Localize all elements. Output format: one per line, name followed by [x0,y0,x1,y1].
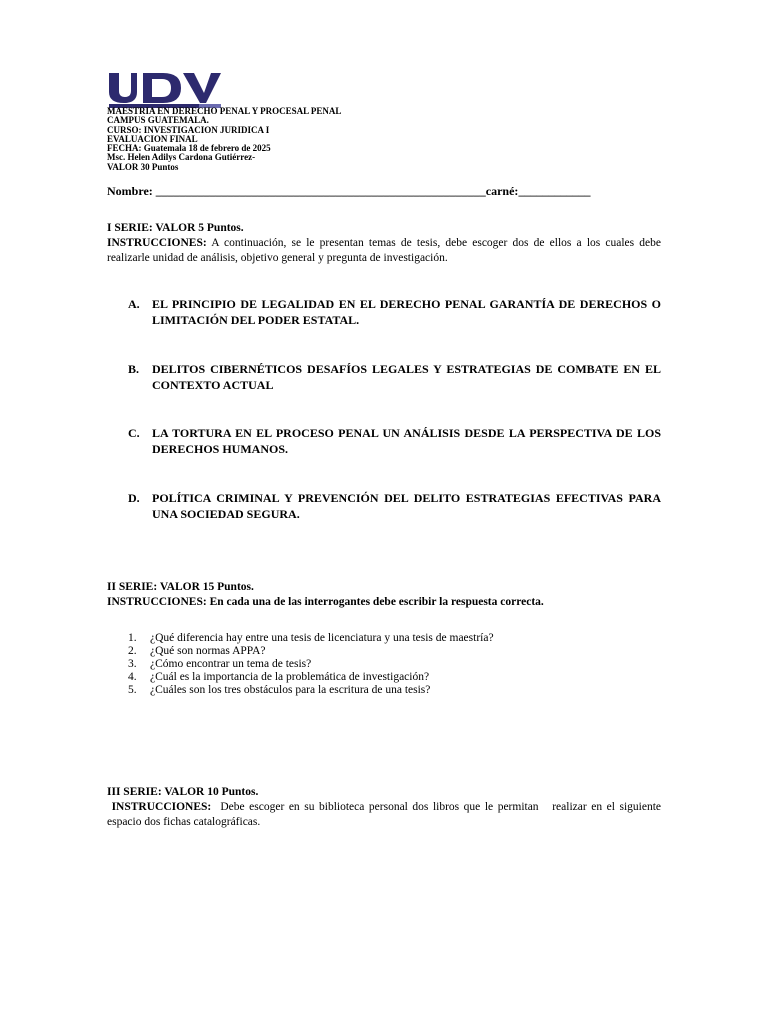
serie3-instr-label-text: INSTRUCCIONES: [111,801,212,813]
topic-text: EL PRINCIPIO DE LEGALIDAD EN EL DERECHO PENAL GARANTÍA DE DERECHOS O LIMITACIÓN DEL PODER ESTATAL. [152,297,661,327]
student-info-line [107,184,590,199]
question-text: ¿Cómo encontrar un tema de tesis? [150,658,312,670]
question-text: ¿Cuáles son los tres obstáculos para la escritura de una tesis? [150,684,431,696]
question-item [128,684,494,697]
question-number: 3. [128,658,137,670]
question-item [128,658,494,671]
question-item [128,632,494,645]
carne-label: carné: [485,184,519,198]
header-line: MAESTRIA EN DERECHO PENAL Y PROCESAL PENAL [107,106,342,116]
serie2-instr-label: INSTRUCCIONES: [107,596,207,608]
question-text: ¿Qué son normas APPA? [150,645,266,657]
question-number: 4. [128,671,137,683]
question-item [128,645,494,658]
name-blank: _______________________________________________________ [155,184,486,198]
topic-letter: C. [128,426,140,440]
question-text: ¿Cuál es la importancia de la problemática de investigación? [150,671,430,683]
header-line: EVALUACION FINAL [107,133,198,144]
header-line: CURSO: INVESTIGACION JURIDICA I [107,124,270,135]
serie3-instructions [107,800,664,830]
topic-letter: A. [128,297,140,311]
serie2-section [107,580,661,610]
topic-item [128,426,661,457]
question-number: 1. [128,632,137,644]
question-text: ¿Qué diferencia hay entre una tesis de licenciatura y una tesis de maestría? [150,632,494,644]
carne-blank: ____________ [518,184,591,198]
serie2-instr-text: En cada una de las interrogantes debe escribir la respuesta correcta. [206,596,544,608]
header-line: Msc. Helen Adilys Cardona Gutiérrez- [107,152,256,163]
topic-item [128,362,661,393]
header-line: VALOR 30 Puntos [107,161,179,172]
topic-text: POLÍTICA CRIMINAL Y PREVENCIÓN DEL DELITO ESTRATEGIAS EFECTIVAS PARA UNA SOCIEDAD SEGURA. [152,491,661,521]
topic-text: LA TORTURA EN EL PROCESO PENAL UN ANÁLISIS DESDE LA PERSPECTIVA DE LOS DERECHOS HUMANOS. [152,426,661,456]
serie3-instr-text: Debe escoger en su biblioteca personal dos libros que le permitan realizar en el siguiente espacio dos fichas catalográficas. [107,801,664,828]
serie3-title: III SERIE: VALOR 10 Puntos. [107,786,259,798]
topic-item [128,297,661,328]
serie1-instr-text: A continuación, se le presentan temas de tesis, debe escoger dos de ellos a los cuales debe realizarle unidad de análisis, objetivo general y pregunta de investigación. [107,237,661,264]
question-number: 5. [128,684,137,696]
serie1-section [107,221,661,266]
udv-logo-icon [107,71,223,109]
topic-item [128,491,661,522]
exam-header [107,107,341,172]
serie3-section [107,785,664,830]
topic-letter: B. [128,362,140,376]
question-item [128,671,494,684]
serie1-instr-label: INSTRUCCIONES: [107,237,207,249]
name-label: Nombre: [107,184,156,198]
header-line: CAMPUS GUATEMALA. [107,115,209,126]
topic-letter: D. [128,491,140,505]
topic-text: DELITOS CIBERNÉTICOS DESAFÍOS LEGALES Y ESTRATEGIAS DE COMBATE EN EL CONTEXTO ACTUAL [152,362,661,392]
header-line: FECHA: Guatemala 18 de febrero de 2025 [107,143,271,154]
question-number: 2. [128,645,137,657]
serie1-title: I SERIE: VALOR 5 Puntos. [107,222,244,234]
serie2-instructions [107,595,661,610]
serie2-title: II SERIE: VALOR 15 Puntos. [107,581,254,593]
serie3-instr-label [107,801,211,813]
questions-list [128,632,494,697]
serie1-instructions [107,236,661,266]
